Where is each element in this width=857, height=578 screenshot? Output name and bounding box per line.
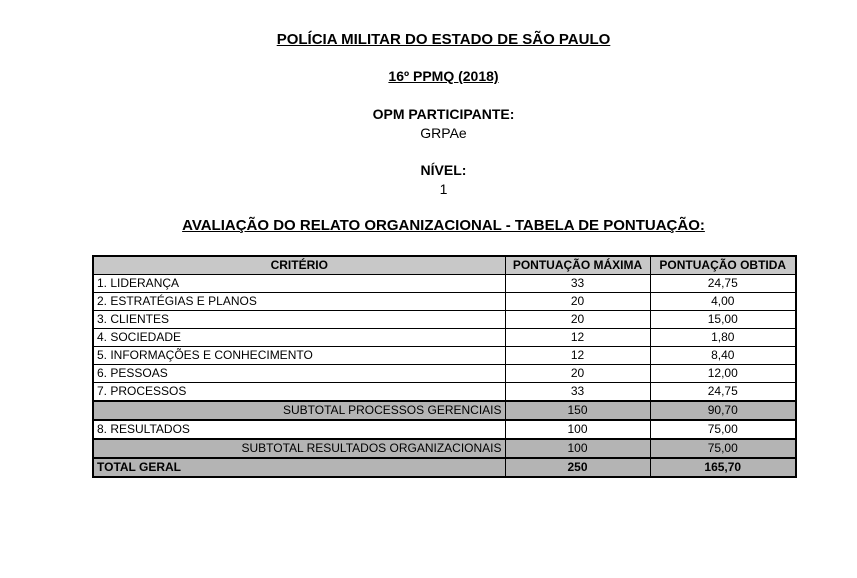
criterio-cell: 8. RESULTADOS [93, 420, 505, 439]
total-label: TOTAL GERAL [93, 458, 505, 477]
table-row [93, 365, 796, 383]
max-cell: 12 [505, 329, 650, 347]
col-max: PONTUAÇÃO MÁXIMA [505, 256, 650, 275]
subtotal-obtida: 90,70 [650, 401, 796, 420]
subtotal-label: SUBTOTAL RESULTADOS ORGANIZACIONAIS [93, 439, 505, 458]
obtida-cell: 8,40 [650, 347, 796, 365]
total-row [93, 458, 796, 477]
opm-value: GRPAe [420, 125, 467, 141]
criterio-cell: 1. LIDERANÇA [93, 275, 505, 293]
subtotal-obtida: 75,00 [650, 439, 796, 458]
table-row [93, 293, 796, 311]
table-row [93, 311, 796, 329]
edition-title: 16º PPMQ (2018) [388, 68, 499, 84]
org-title: POLÍCIA MILITAR DO ESTADO DE SÃO PAULO [276, 31, 611, 48]
criterio-cell: 2. ESTRATÉGIAS E PLANOS [93, 293, 505, 311]
obtida-cell: 4,00 [650, 293, 796, 311]
subtotal-max: 100 [505, 439, 650, 458]
total-max: 250 [505, 458, 650, 477]
table-row [93, 420, 796, 439]
criterio-cell: 6. PESSOAS [93, 365, 505, 383]
table-row [93, 347, 796, 365]
max-cell: 100 [505, 420, 650, 439]
criterio-cell: 3. CLIENTES [93, 311, 505, 329]
max-cell: 20 [505, 365, 650, 383]
obtida-cell: 24,75 [650, 383, 796, 402]
level-value: 1 [439, 181, 448, 197]
subtotal-label: SUBTOTAL PROCESSOS GERENCIAIS [93, 401, 505, 420]
col-obtida: PONTUAÇÃO OBTIDA [650, 256, 796, 275]
obtida-cell: 12,00 [650, 365, 796, 383]
table-row [93, 383, 796, 402]
obtida-cell: 24,75 [650, 275, 796, 293]
criterio-cell: 4. SOCIEDADE [93, 329, 505, 347]
table-title: AVALIAÇÃO DO RELATO ORGANIZACIONAL - TABELA DE PONTUAÇÃO: [182, 217, 705, 234]
obtida-cell: 1,80 [650, 329, 796, 347]
criterio-cell: 5. INFORMAÇÕES E CONHECIMENTO [93, 347, 505, 365]
max-cell: 20 [505, 293, 650, 311]
obtida-cell: 15,00 [650, 311, 796, 329]
total-obtida: 165,70 [650, 458, 796, 477]
table-row [93, 329, 796, 347]
max-cell: 12 [505, 347, 650, 365]
col-criterio: CRITÉRIO [93, 256, 505, 275]
table-row [93, 275, 796, 293]
subtotal-resultados-row [93, 439, 796, 458]
max-cell: 33 [505, 275, 650, 293]
score-table [92, 255, 797, 478]
obtida-cell: 75,00 [650, 420, 796, 439]
max-cell: 20 [505, 311, 650, 329]
opm-label: OPM PARTICIPANTE: [372, 106, 515, 122]
table-header-row [93, 256, 796, 275]
level-label: NÍVEL: [420, 162, 467, 178]
criterio-cell: 7. PROCESSOS [93, 383, 505, 402]
max-cell: 33 [505, 383, 650, 402]
subtotal-gerenciais-row [93, 401, 796, 420]
subtotal-max: 150 [505, 401, 650, 420]
